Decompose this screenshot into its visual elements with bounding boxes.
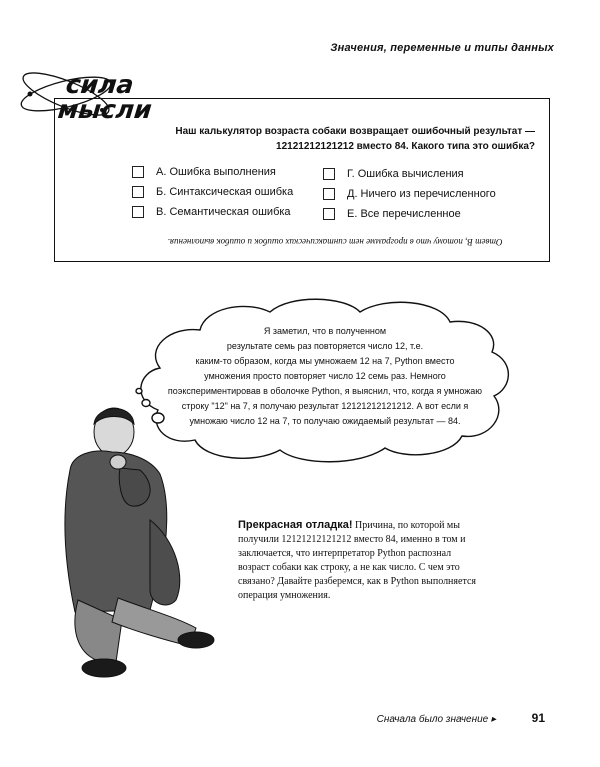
logo-word-1: сила (64, 70, 136, 99)
thought-line-4: умножения просто повторяет число 12 семь раз. Немного (204, 371, 446, 381)
thought-line-2: результате семь раз повторяется число 12, т.е. (226, 341, 424, 351)
option-label: Д. Ничего из перечисленного (347, 188, 496, 200)
option-label: Б. Синтаксическая ошибка (156, 186, 294, 198)
brain-power-question: Наш калькулятор возраста собаки возвращает ошибочный результат — 12121212121212 вместо 84. Какого типа это ошибка? (175, 126, 535, 152)
explanation-paragraph (238, 518, 482, 603)
option-label: Е. Все перечисленное (347, 208, 461, 220)
option-label: А. Ошибка выполнения (156, 166, 276, 178)
option-label: В. Семантическая ошибка (156, 206, 291, 218)
thought-line-5: поэкспериментировав в оболочке Python, я выяснил, что, когда я умножаю (167, 386, 483, 396)
page-number: 91 (531, 711, 545, 725)
footer-section-title: Сначала было значение ▸ (376, 714, 496, 725)
running-header: Значения, переменные и типы данных (330, 42, 554, 54)
thought-line-7: умножаю число 12 на 7, то получаю ожидаемый результат — 84. (189, 416, 461, 426)
thought-line-1: Я заметил, что в полученном (263, 326, 387, 336)
option-label: Г. Ошибка вычисления (347, 168, 464, 180)
explanation-body: Причина, по которой мы получили 12121212121212 вместо 84, именно в том и заключается, что интерпретатор Python распознал возраст собаки как строку, а не как число. С чем это связано? Давайте разберемся, как в Python выполняется операция умножения. (238, 520, 476, 601)
thought-line-6: строку "12" на 7, я получаю результат 12121212121212. А вот если я (181, 401, 469, 411)
thought-line-3: каким-то образом, когда мы умножаем 12 на 7, Python вместо (195, 356, 455, 366)
explanation-lead: Прекрасная отладка! (238, 519, 353, 531)
upside-down-answer: Ответ В, потому что в программе нет синтаксических ошибок и ошибок выполнения. (167, 237, 503, 247)
logo-word-2: мысли (56, 95, 154, 124)
